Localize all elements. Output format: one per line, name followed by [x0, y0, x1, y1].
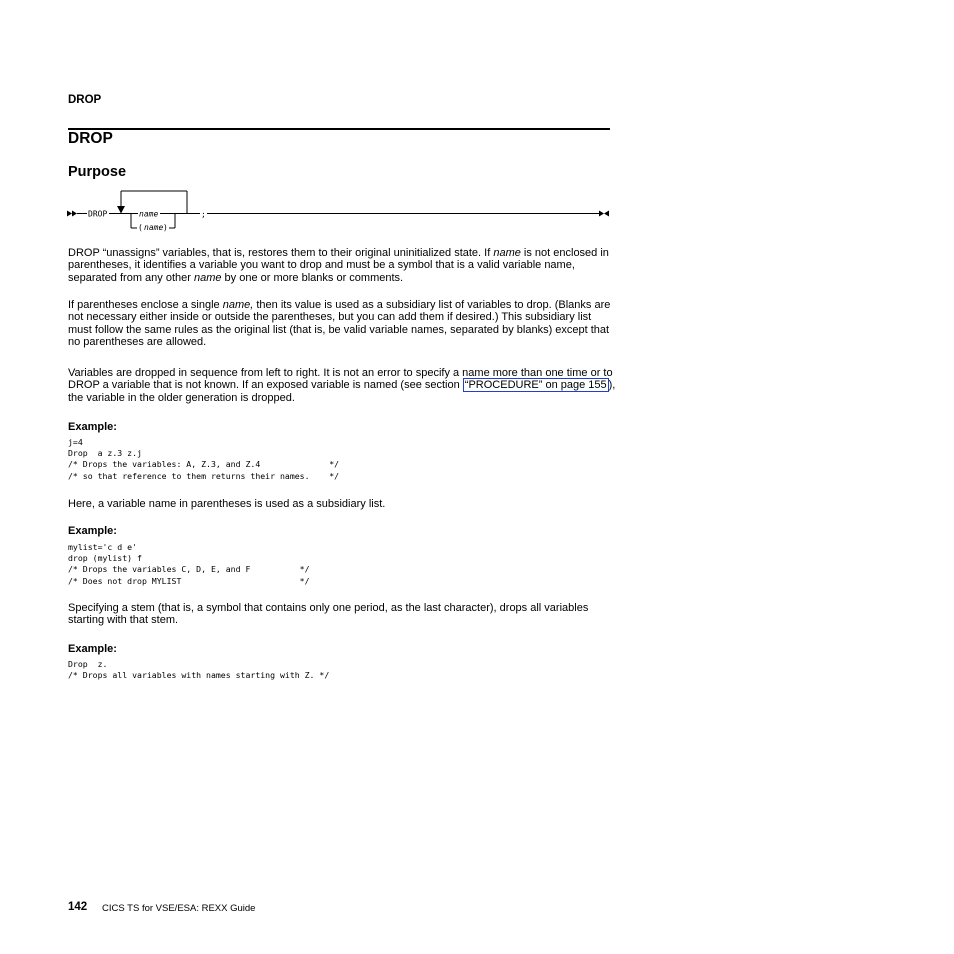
book-title: CICS TS for VSE/ESA: REXX Guide — [102, 903, 256, 914]
running-header: DROP — [68, 94, 102, 106]
page-number: 142 — [68, 901, 88, 913]
example-label-3: Example: — [68, 643, 117, 655]
diagram-keyword: DROP — [88, 209, 108, 219]
example-label-2: Example: — [68, 525, 117, 537]
example-code-3: Drop z. /* Drops all variables with names starting with Z. */ — [68, 659, 330, 681]
section-title: DROP — [68, 130, 113, 147]
example-label-1: Example: — [68, 421, 117, 433]
diagram-paren-open: ( — [138, 223, 143, 232]
diagram-option-paren-name: name — [144, 223, 164, 232]
section-subtitle: Purpose — [68, 164, 127, 180]
section-rule — [68, 128, 610, 130]
paragraph-parentheses: If parentheses enclose a single name, then its value is used as a subsidiary list of variables to drop. (Blanks are not necessary either inside or outside the parentheses, but you can add them if desired.) This subsidiary list must follow the same rules as the original list (that is, be valid variable names, separated by blanks) except that no parentheses are allowed. — [68, 299, 611, 348]
example-code-2: mylist='c d e' drop (mylist) f /* Drops the variables C, D, E, and F */ /* Does not drop MYLIST */ — [68, 542, 310, 586]
syntax-diagram — [66, 186, 616, 234]
paragraph-drop-description: DROP “unassigns” variables, that is, restores them to their original uninitialized state. If name is not enclosed in parentheses, it identifies a variable you want to drop and must be a symbol that is a valid variable name, separated from any other name by one or more blanks or comments. — [68, 247, 609, 284]
diagram-repeat-arrow — [117, 206, 125, 214]
diagram-start-arrow — [67, 211, 77, 217]
diagram-option-name: name — [139, 209, 159, 219]
diagram-terminator: ; — [201, 210, 206, 219]
example-code-1: j=4 Drop a z.3 z.j /* Drops the variables: A, Z.3, and Z.4 */ /* so that reference to them returns their names. */ — [68, 437, 340, 481]
diagram-paren-close: ) — [163, 223, 168, 232]
procedure-link[interactable]: “PROCEDURE” on page 155 — [464, 379, 607, 392]
paragraph-stem: Specifying a stem (that is, a symbol that contains only one period, as the last character), drops all variables starting with that stem. — [68, 602, 589, 627]
paragraph-subsidiary-list: Here, a variable name in parentheses is used as a subsidiary list. — [68, 498, 386, 510]
paragraph-sequence: Variables are dropped in sequence from left to right. It is not an error to specify a name more than one time or to DROP a variable that is not known. If an exposed variable is named (see section “PROCEDURE” on page 155 ), the variable in the older generation is dropped. — [68, 367, 616, 404]
diagram-end-arrow — [599, 211, 609, 217]
